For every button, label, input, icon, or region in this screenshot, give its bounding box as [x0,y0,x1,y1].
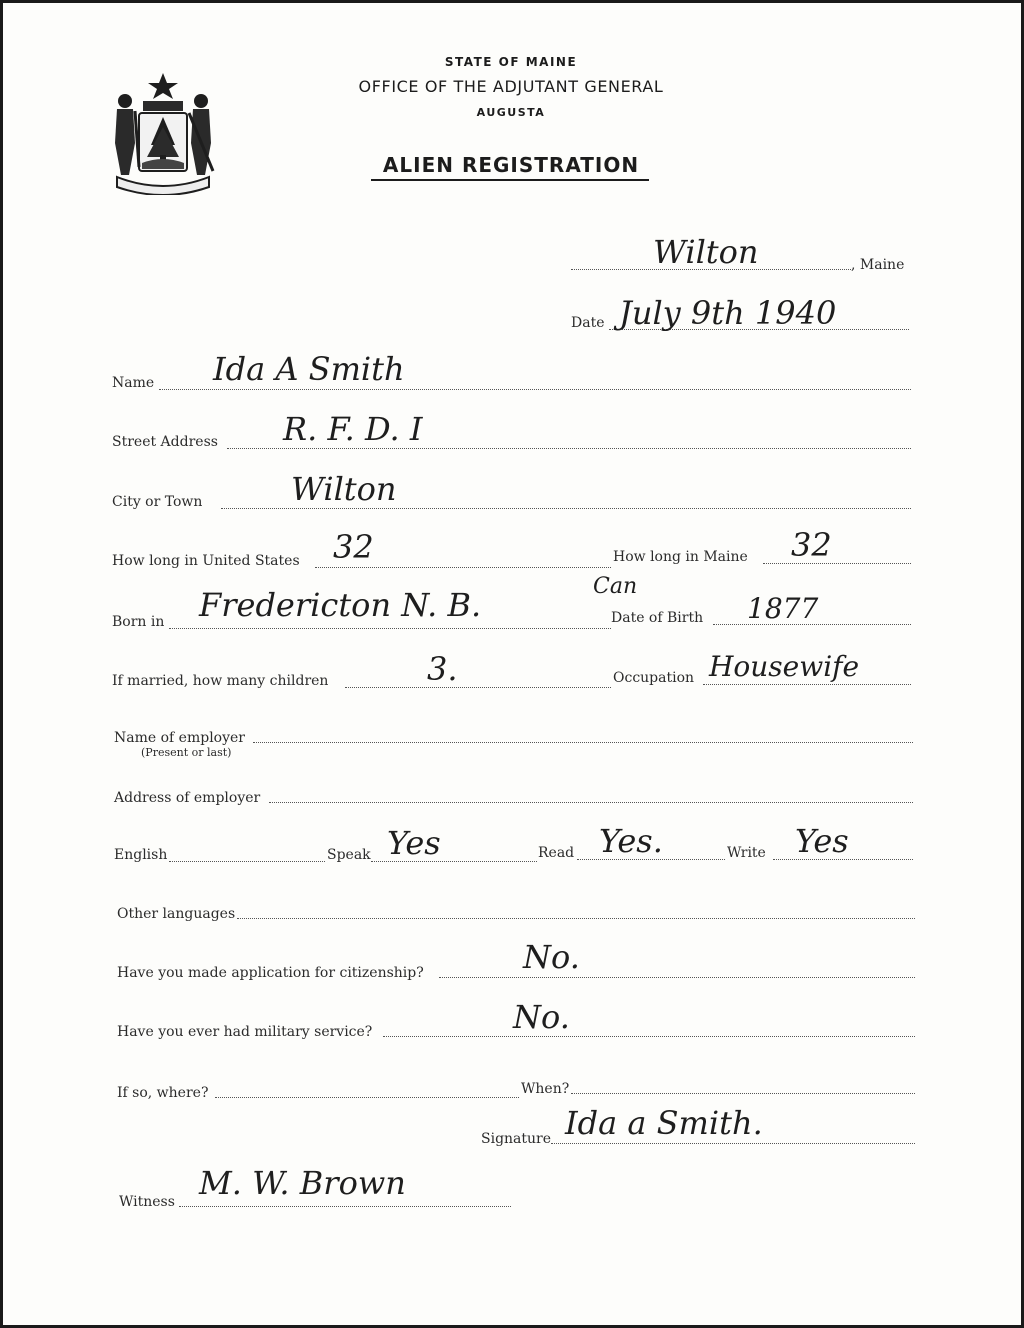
english-label: English [114,847,168,863]
when-line [571,1093,915,1094]
how-long-us-value: 32 [333,528,374,566]
street-address-label: Street Address [112,434,218,450]
date-value: July 9th 1940 [619,294,837,332]
witness-label: Witness [119,1194,175,1210]
employer-address-label: Address of employer [114,790,261,806]
children-label: If married, how many children [112,673,329,689]
street-address-line [227,448,911,449]
header-city: AUGUSTA [476,106,546,119]
write-value: Yes [795,822,849,860]
children-line [345,687,611,688]
when-label: When? [521,1081,570,1097]
maine-label: , Maine [851,257,905,273]
born-in-note: Can [593,574,638,599]
if-so-where-line [215,1097,519,1098]
town-value: Wilton [653,233,759,271]
speak-value: Yes [387,824,441,862]
citizenship-label: Have you made application for citizenship? [117,965,424,981]
title-underline [371,179,649,181]
other-languages-line [237,918,915,919]
street-address-value: R. F. D. I [283,410,423,448]
english-line [169,861,325,862]
witness-line [179,1206,511,1207]
how-long-maine-value: 32 [791,526,832,564]
military-label: Have you ever had military service? [117,1024,373,1040]
write-label: Write [727,845,766,861]
header-state: STATE OF MAINE [444,55,578,69]
born-in-line [169,628,611,629]
form-title: ALIEN REGISTRATION [382,153,640,177]
employer-address-line [269,802,913,803]
read-label: Read [538,845,575,861]
witness-value: M. W. Brown [199,1164,406,1202]
how-long-maine-label: How long in Maine [613,549,748,565]
date-label: Date [571,315,605,331]
occupation-value: Housewife [709,650,860,683]
state-of-maine-seal-icon [109,71,217,195]
date-of-birth-value: 1877 [747,592,819,625]
name-value: Ida A Smith [213,350,405,388]
citizenship-value: No. [523,938,580,976]
date-of-birth-label: Date of Birth [611,610,704,626]
children-value: 3. [427,650,458,688]
employer-note: (Present or last) [141,746,232,759]
city-line [221,508,911,509]
header-office: OFFICE OF THE ADJUTANT GENERAL [358,77,664,96]
speak-label: Speak [327,847,371,863]
city-label: City or Town [112,494,203,510]
citizenship-line [439,977,915,978]
how-long-us-label: How long in United States [112,553,300,569]
name-label: Name [112,375,155,391]
read-value: Yes. [599,822,663,860]
signature-value: Ida a Smith. [565,1104,763,1142]
occupation-line [703,684,911,685]
name-line [159,389,911,390]
if-so-where-label: If so, where? [117,1085,209,1101]
signature-label: Signature [481,1131,552,1147]
employer-name-label: Name of employer [114,730,245,746]
employer-name-line [253,742,913,743]
military-value: No. [513,998,570,1036]
military-line [383,1036,915,1037]
how-long-us-line [315,567,611,568]
occupation-label: Occupation [613,670,695,686]
born-in-value: Fredericton N. B. [199,586,482,624]
city-value: Wilton [291,470,397,508]
how-long-maine-line [763,563,911,564]
born-in-label: Born in [112,614,165,630]
other-languages-label: Other languages [117,906,236,922]
signature-line [551,1143,915,1144]
